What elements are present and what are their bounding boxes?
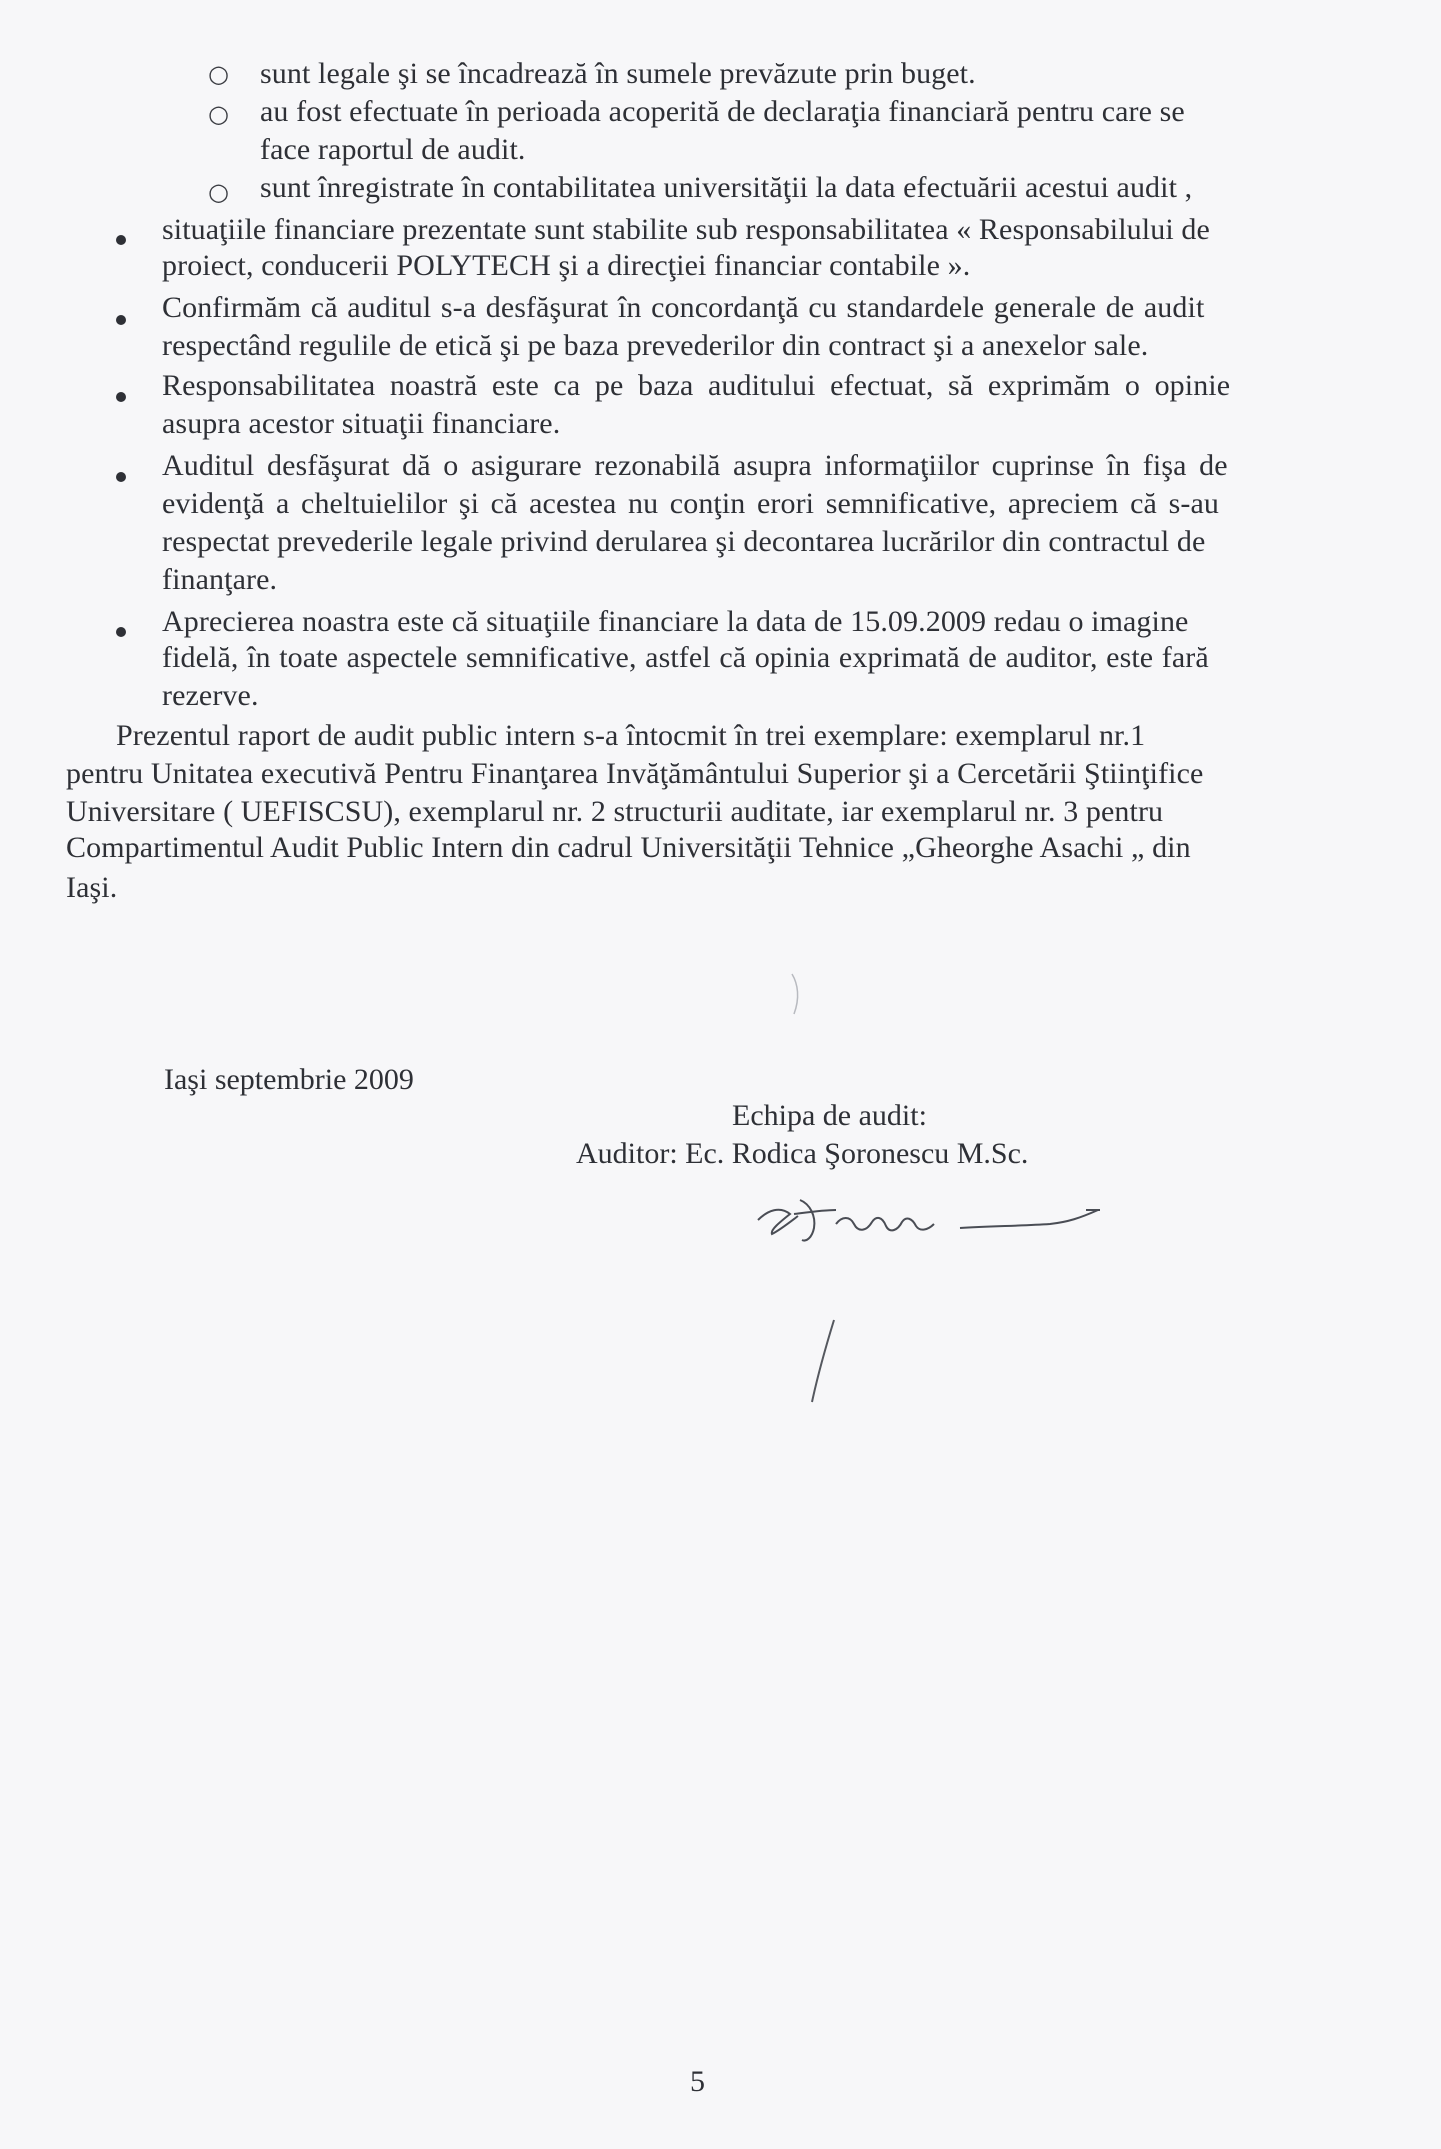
sub-item-line: face raportul de audit. (260, 133, 526, 166)
paragraph-line: Prezentul raport de audit public intern s-a întocmit în trei exemplare: exemplarul nr.1 (116, 719, 1146, 752)
page-number: 5 (690, 2065, 705, 2098)
paragraph-line: Universitare ( UEFISCSU), exemplarul nr. 2 structurii auditate, iar exemplarul nr. 3 pentru (66, 795, 1164, 828)
faint-mark (788, 970, 808, 1020)
sub-item-line: sunt înregistrate în contabilitatea universităţii la data efectuării acestui audit , (260, 171, 1193, 204)
bullet-dot-icon (116, 315, 126, 325)
bullet-line: asupra acestor situaţii financiare. (162, 407, 561, 440)
hollow-bullet-icon: ○ (208, 178, 229, 206)
pen-stroke-mark (804, 1316, 844, 1406)
place-date: Iaşi septembrie 2009 (164, 1063, 414, 1096)
handwritten-signature (750, 1180, 1110, 1250)
bullet-line: rezerve. (162, 679, 259, 712)
hollow-bullet-icon: ○ (208, 60, 229, 88)
bullet-line: evidenţă a cheltuielilor şi că acestea nu conţin erori semnificative, apreciem că s-au (162, 487, 1219, 520)
bullet-line: Responsabilitatea noastră este ca pe baza auditului efectuat, să exprimăm o opinie (162, 369, 1231, 402)
hollow-bullet-icon: ○ (208, 100, 229, 128)
bullet-dot-icon (116, 235, 126, 245)
audit-team-label: Echipa de audit: (732, 1099, 927, 1132)
auditor-name: Auditor: Ec. Rodica Şoronescu M.Sc. (576, 1137, 1029, 1170)
paragraph-line: pentru Unitatea executivă Pentru Finanţarea Invăţământului Superior şi a Cercetării Ştiinţifice (66, 757, 1204, 790)
bullet-line: respectat prevederile legale privind derularea şi decontarea lucrărilor din contractul de (162, 525, 1206, 558)
bullet-dot-icon (116, 627, 126, 637)
bullet-line: finanţare. (162, 563, 278, 596)
bullet-line (162, 212, 1328, 248)
bullet-line: Aprecierea noastra este că situaţiile financiare la data de 15.09.2009 redau o imagine (162, 605, 1189, 638)
bullet-line: Confirmăm că auditul s-a desfăşurat în concordanţă cu standardele generale de audit (162, 291, 1205, 324)
bullet-line: proiect, conducerii POLYTECH şi a direcţiei financiar contabile ». (162, 249, 971, 282)
bullet-dot-icon (116, 392, 126, 402)
paragraph-line: Iaşi. (66, 871, 118, 904)
bullet-dot-icon (116, 472, 126, 482)
sub-item-line: sunt legale şi se încadrează în sumele prevăzute prin buget. (260, 57, 976, 90)
bullet-line: fidelă, în toate aspectele semnificative, astfel că opinia exprimată de auditor, este fară (162, 641, 1209, 674)
bullet-line-text: situaţiile financiare prezentate sunt stabilite sub responsabilitatea « Responsabilului de (162, 213, 1210, 246)
bullet-line: respectând regulile de etică şi pe baza prevederilor din contract şi a anexelor sale. (162, 329, 1149, 362)
bullet-line: Auditul desfăşurat dă o asigurare rezonabilă asupra informaţiilor cuprinse în fişa de (162, 449, 1228, 482)
paragraph-line: Compartimentul Audit Public Intern din cadrul Universităţii Tehnice „Gheorghe Asachi „ din (66, 831, 1191, 864)
sub-item-line: au fost efectuate în perioada acoperită de declaraţia financiară pentru care se (260, 95, 1185, 128)
